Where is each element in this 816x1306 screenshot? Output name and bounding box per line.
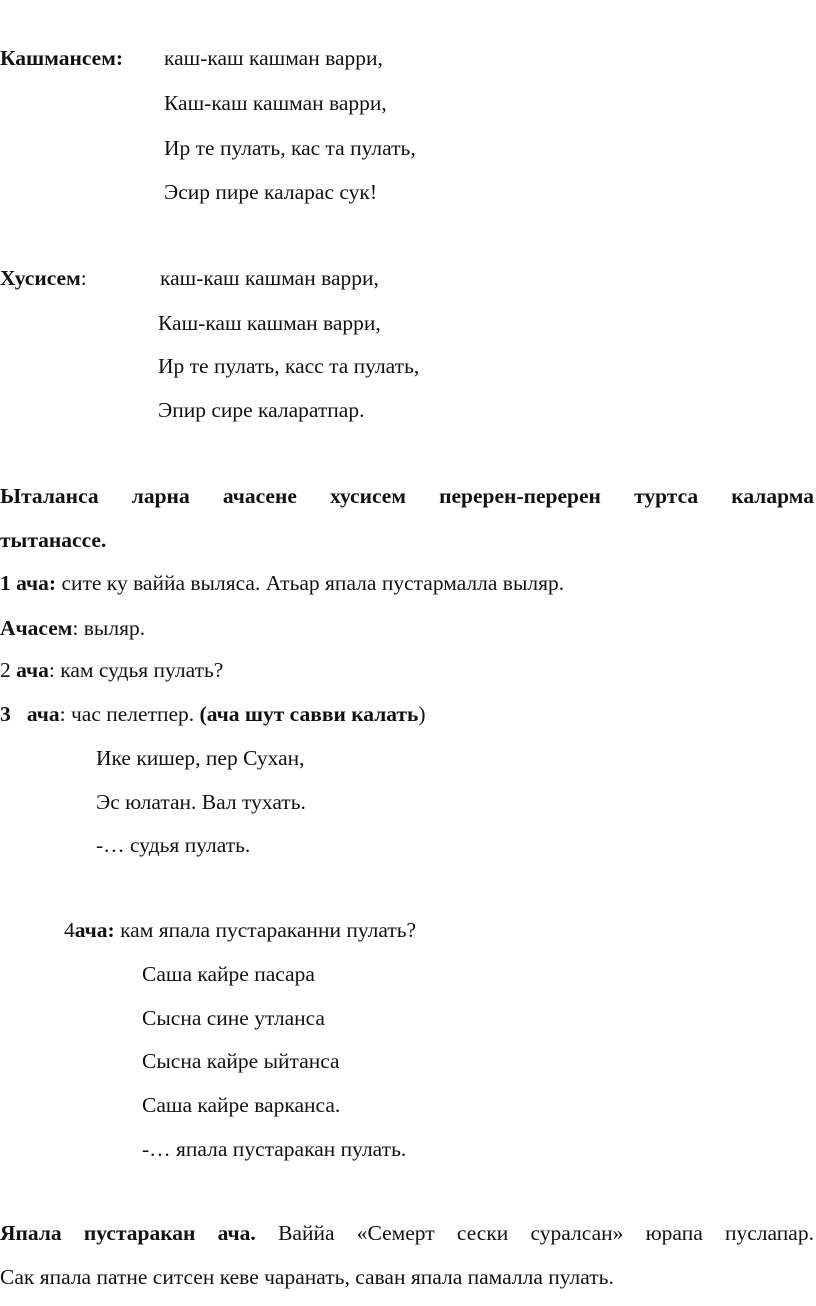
- verse-line: Каш-каш кашман варри,: [164, 91, 387, 115]
- instruction-line-2: тытанассе.: [0, 528, 107, 552]
- dialogue-line: 4ача: кам япала пустараканни пулать?: [64, 918, 417, 942]
- rhyme-line: Сысна сине утланса: [142, 1006, 325, 1030]
- verse-line: каш-каш кашман варри,: [160, 266, 379, 290]
- instruction-line-1: Ыталанса ларна ачасене хусисем перерен-перерен туртса каларма: [0, 484, 814, 508]
- verse-line: Ир те пулать, касс та пулать,: [158, 354, 420, 378]
- rhyme-line: Ике кишер, пер Сухан,: [96, 746, 305, 770]
- speaker-husisem: Хусисем:: [0, 266, 87, 290]
- rhyme-line: -… япала пустаракан пулать.: [142, 1137, 407, 1161]
- final-paragraph-line-1: Япала пустаракан ача. Ваййа «Семерт сески суралсан» юрапа пуслапар.: [0, 1221, 814, 1245]
- rhyme-line: -… судья пулать.: [96, 833, 251, 857]
- speaker-kashmansem: Кашмансем:: [0, 46, 123, 70]
- final-paragraph-line-2: Сак япала патне ситсен кеве чаранать, саван япала памалла пулать.: [0, 1265, 614, 1289]
- dialogue-line: 3 ача: час пелетпер. (ача шут савви калать): [0, 702, 426, 726]
- verse-line: каш-каш кашман варри,: [164, 46, 383, 70]
- verse-line: Эсир пире каларас сук!: [164, 180, 377, 204]
- verse-line: Каш-каш кашман варри,: [158, 311, 381, 335]
- rhyme-line: Эс юлатан. Вал тухать.: [96, 790, 306, 814]
- verse-line: Ир те пулать, кас та пулать,: [164, 136, 416, 160]
- rhyme-line: Саша кайре пасара: [142, 962, 315, 986]
- dialogue-line: 2 ача: кам судья пулать?: [0, 658, 224, 682]
- rhyme-line: Сысна кайре ыйтанса: [142, 1049, 340, 1073]
- dialogue-line: 1 ача: сите ку ваййа выляса. Атьар япала пустармалла выляр.: [0, 571, 565, 595]
- verse-line: Эпир сире каларатпар.: [158, 398, 365, 422]
- dialogue-line: Ачасем: выляр.: [0, 616, 146, 640]
- rhyme-line: Саша кайре варканса.: [142, 1093, 341, 1117]
